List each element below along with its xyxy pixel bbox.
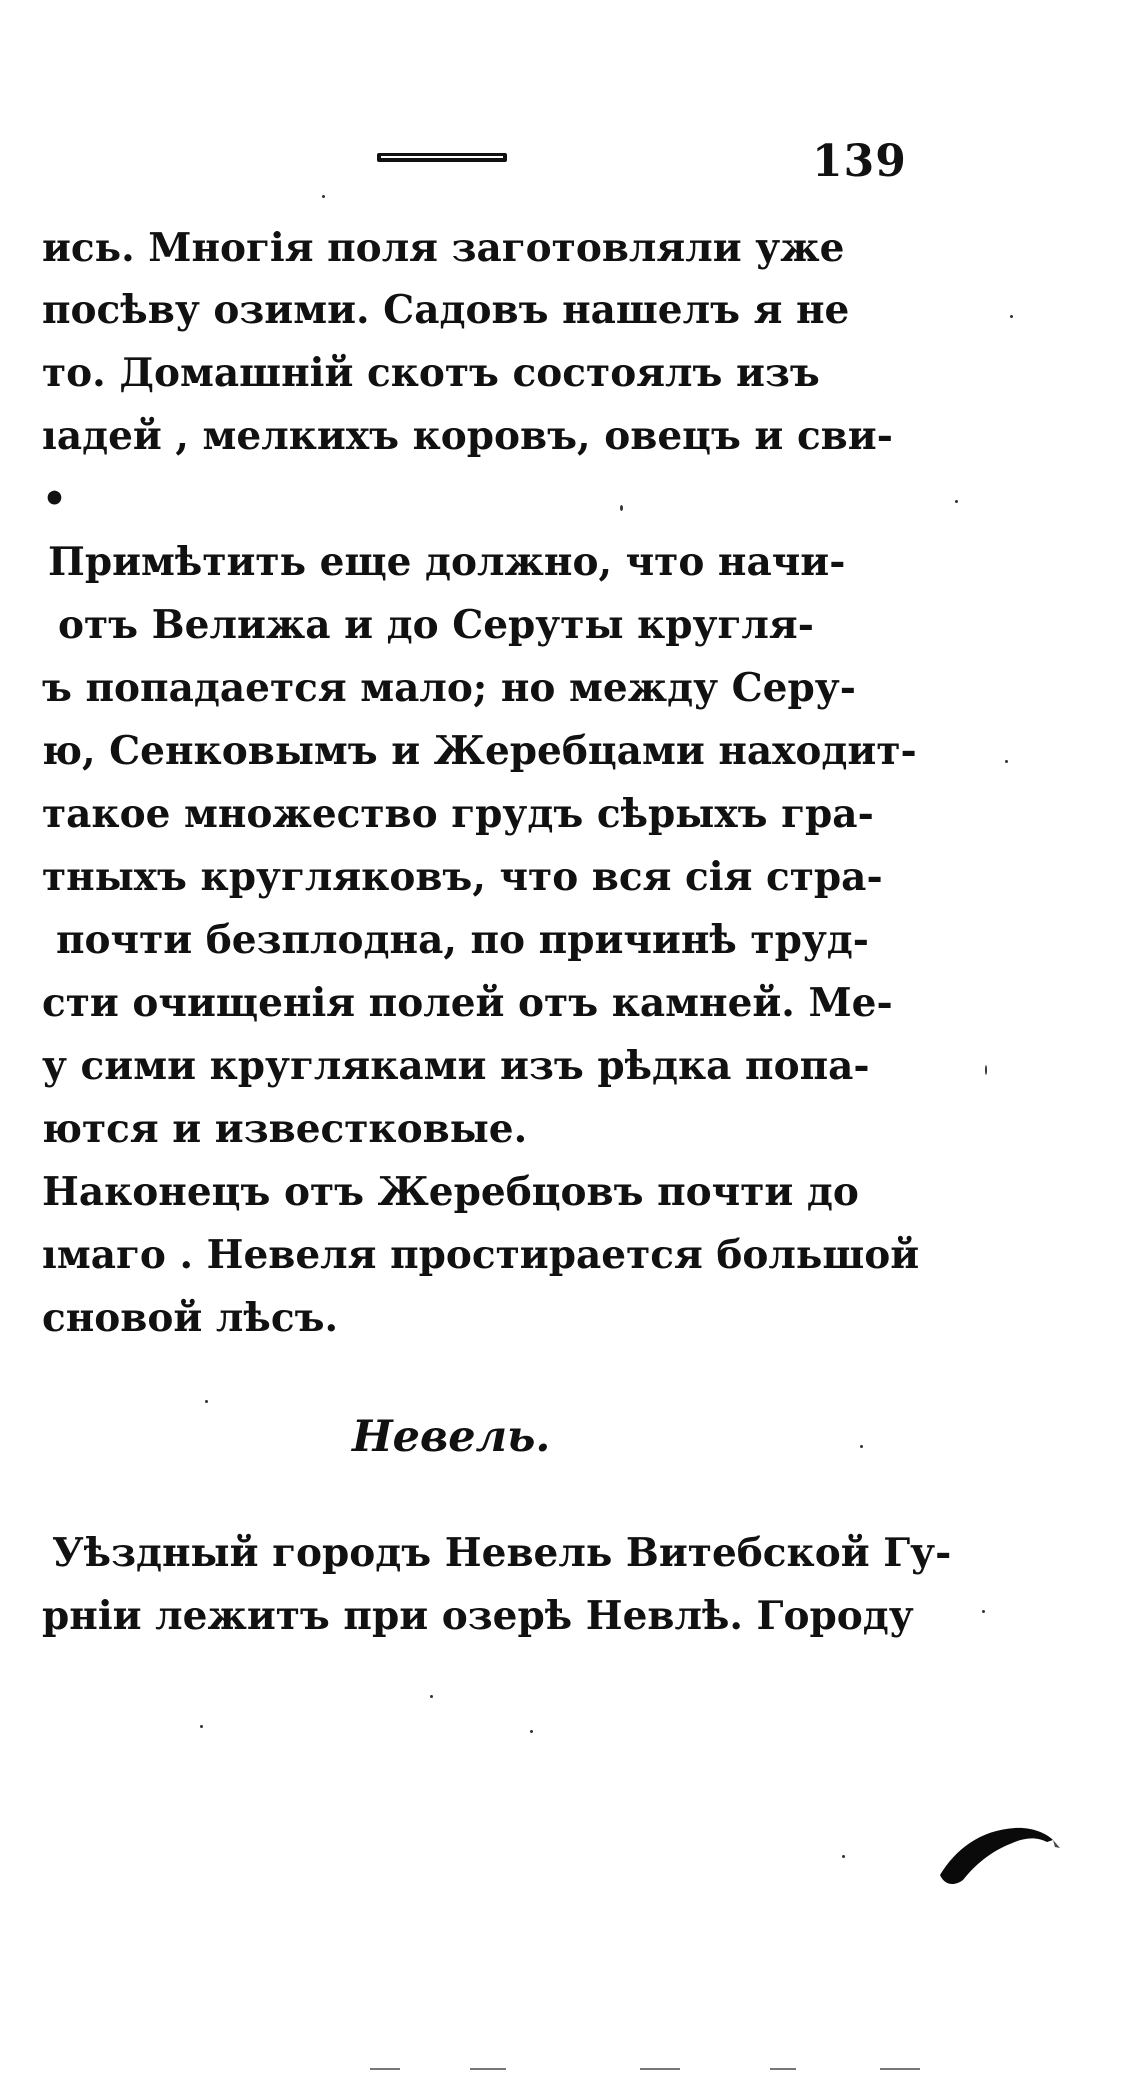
text-line: рніи лежитъ при озерѣ Невлѣ. Городу (42, 1593, 914, 1639)
ink-blot (935, 1820, 1065, 1890)
scan-speck (620, 505, 623, 511)
text-line: ıмаго . Невеля простирается большой (42, 1232, 920, 1278)
text-line: ись. Многія поля заготовляли уже (42, 225, 845, 271)
text-line: у сими кругляками изъ рѣдка попа- (42, 1043, 870, 1089)
edge-mark (470, 2068, 506, 2070)
scan-speck (430, 1695, 433, 1698)
scan-speck (982, 1610, 985, 1613)
scan-speck (860, 1445, 863, 1448)
scan-speck (985, 1065, 987, 1075)
text-line: посѣву озими. Садовъ нашелъ я не (42, 287, 850, 333)
header-rule (377, 153, 507, 162)
scan-speck (1010, 315, 1013, 318)
text-line: ъ попадается мало; но между Серу- (42, 665, 856, 711)
scan-speck (200, 1725, 203, 1728)
text-line: тныхъ кругляковъ, что вся сія стра- (42, 854, 883, 900)
text-line: сти очищенія полей отъ камней. Ме- (42, 980, 893, 1026)
scan-speck (530, 1730, 533, 1733)
text-line: Примѣтить еще должно, что начи- (48, 539, 846, 585)
text-line: ются и известковые. (42, 1106, 528, 1152)
edge-mark (770, 2068, 796, 2070)
text-line: ю, Сенковымъ и Жеребцами находит- (42, 728, 917, 774)
scan-speck (1005, 760, 1008, 763)
scan-speck (205, 1400, 208, 1403)
text-line: то. Домашній скотъ состоялъ изъ (42, 350, 820, 396)
text-line: ıадей , мелкихъ коровъ, овецъ и сви- (42, 413, 893, 459)
edge-mark (880, 2068, 920, 2070)
text-line: отъ Велижа и до Серуты кругля- (58, 602, 814, 648)
text-line: Наконецъ отъ Жеребцовъ почти до (42, 1169, 859, 1215)
edge-mark (640, 2068, 680, 2070)
text-line: • (42, 476, 67, 522)
page-number: 139 (812, 136, 907, 187)
text-line: Уѣздный городъ Невель Витебской Гу- (52, 1530, 952, 1576)
scan-speck (322, 195, 325, 198)
text-line: сновой лѣсъ. (42, 1295, 339, 1341)
text-line: такое множество грудъ сѣрыхъ гра- (42, 791, 874, 837)
scan-speck (842, 1855, 845, 1858)
edge-mark (370, 2068, 400, 2070)
text-line: почти безплодна, по причинѣ труд- (56, 917, 869, 963)
scan-speck (955, 500, 958, 503)
section-heading: Невель. (352, 1412, 551, 1462)
